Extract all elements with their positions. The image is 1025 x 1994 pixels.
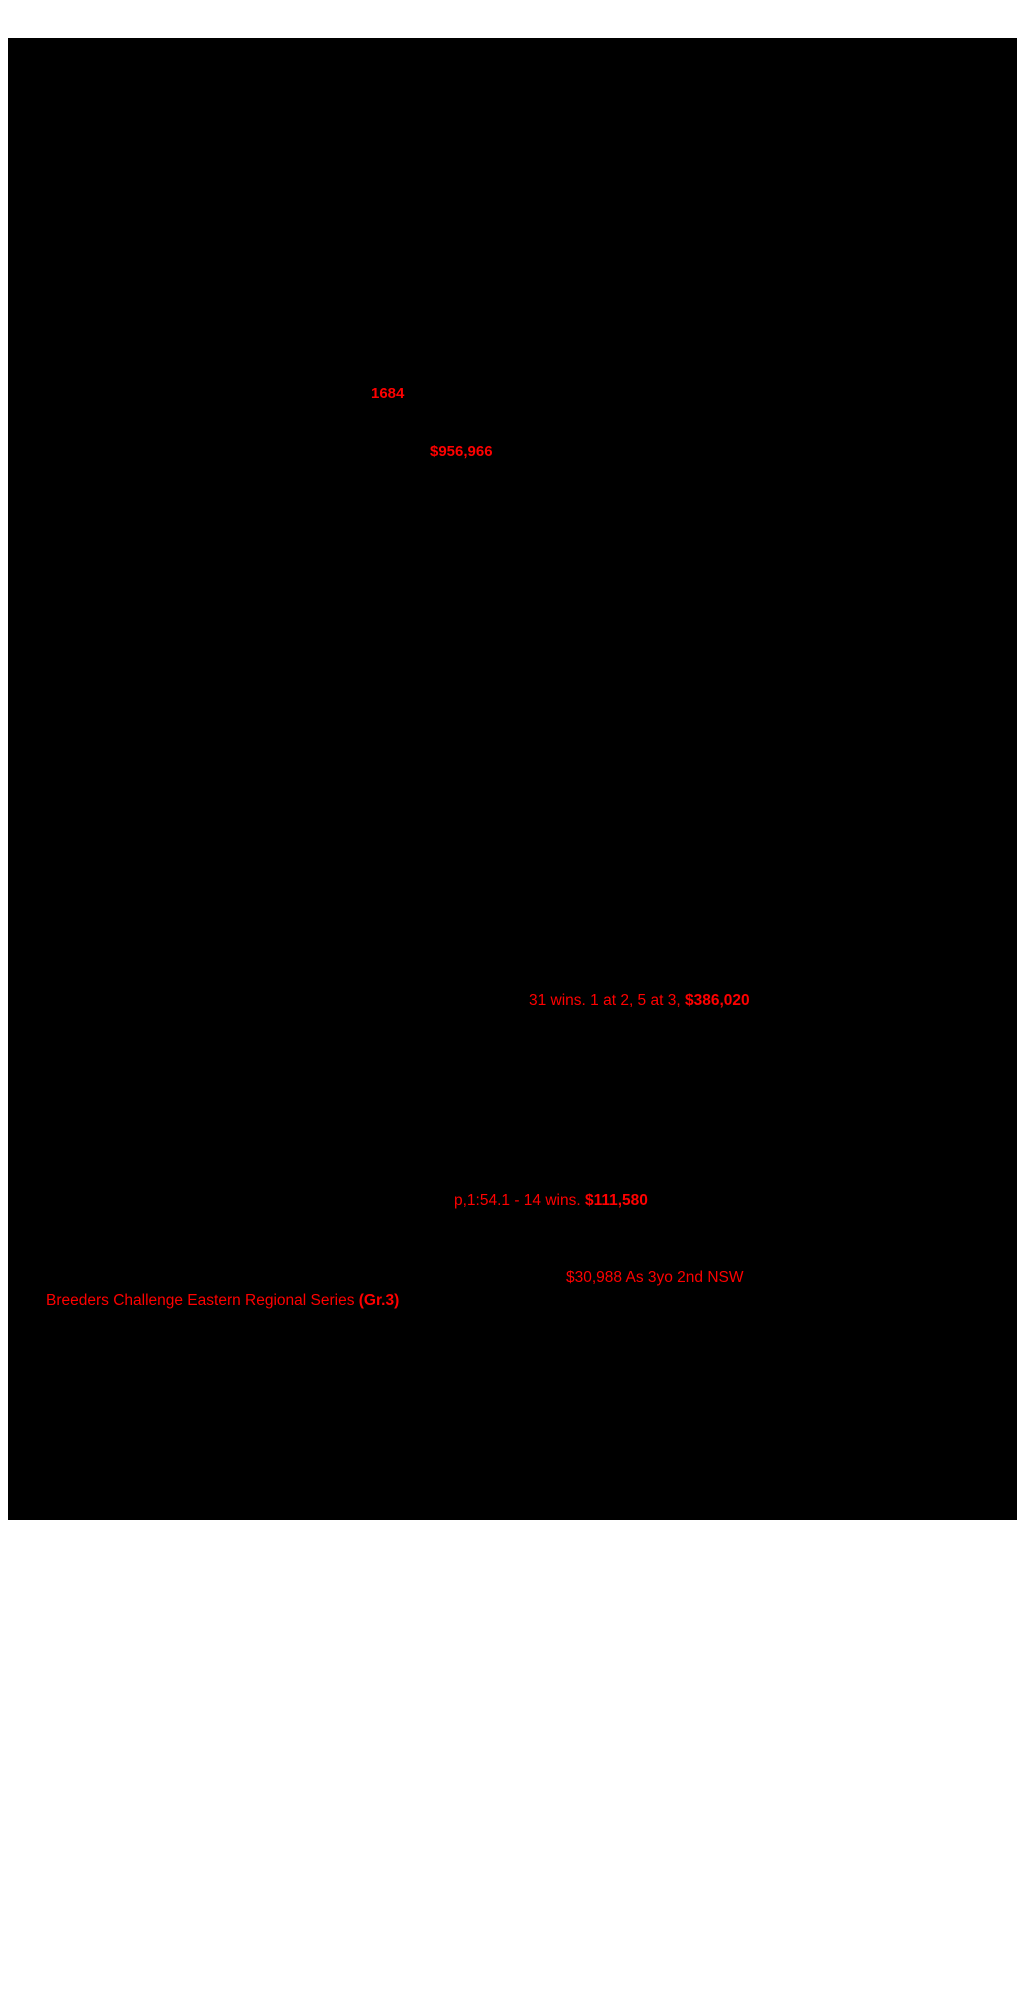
- series-grade: (Gr.3): [358, 1292, 400, 1309]
- placing-line: $30,988 As 3yo 2nd NSW: [566, 1269, 744, 1286]
- series-line: [46, 1293, 399, 1309]
- foal-count-value: 1684: [371, 385, 405, 402]
- race-mark-prefix: p,1:54.1 - 14 wins.: [454, 1192, 585, 1209]
- wins-summary-line: [529, 993, 750, 1009]
- document-page: [8, 38, 1017, 1520]
- race-mark-line: [454, 1193, 648, 1209]
- wins-summary-prefix: 31 wins. 1 at 2, 5 at 3,: [529, 992, 685, 1009]
- wins-summary-amount: $386,020: [684, 992, 750, 1009]
- earnings-total-value: $956,966: [430, 443, 493, 460]
- series-name: Breeders Challenge Eastern Regional Series: [46, 1292, 359, 1309]
- race-mark-amount: $111,580: [584, 1192, 648, 1209]
